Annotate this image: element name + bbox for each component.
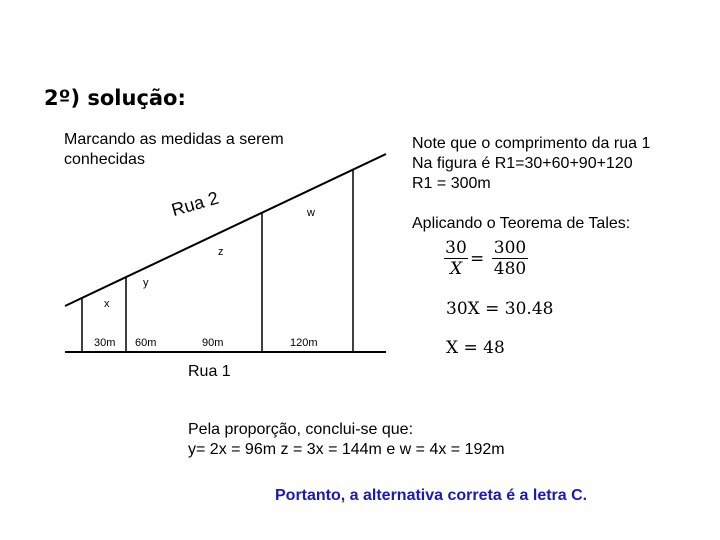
left-caption-line-2: conhecidas [64,151,145,168]
segment-label-120m: 120m [290,337,318,349]
fraction-1-numerator: 30 [445,238,467,258]
fraction-1 [444,238,468,279]
segment-label-90m: 90m [202,337,224,349]
equation-step-2: 30X = 30.48 [446,299,554,319]
fraction-1-denominator: X [444,258,468,279]
right-note-line-3: R1 = 300m [412,175,491,192]
fraction-2-denominator: 480 [493,259,527,279]
tales-heading: Aplicando o Teorema de Tales: [412,215,631,232]
proportion-line-1: Pela proporção, conclui-se que: [188,421,414,438]
street-2-label: Rua 2 [169,187,221,221]
segment-label-30m: 30m [94,337,116,349]
height-label-w: w [307,207,315,219]
right-note-line-1: Note que o comprimento da rua 1 [412,135,651,152]
left-caption-line-1: Marcando as medidas a serem [64,131,284,148]
proportion-line-2: y= 2x = 96m z = 3x = 144m e w = 4x = 192m [188,441,505,458]
fraction-2 [492,238,528,279]
street-2-line [65,154,386,306]
height-label-x: x [104,298,110,310]
fraction-2-numerator: 300 [493,238,527,258]
conclusion-text: Portanto, a alternativa correta é a letra C. [275,487,588,504]
street-1-label: Rua 1 [188,363,231,380]
equals-sign: = [470,249,485,269]
height-label-y: y [143,277,149,289]
segment-label-60m: 60m [135,337,157,349]
right-note-line-2: Na figura é R1=30+60+90+120 [412,155,633,172]
equation-step-3: X = 48 [446,338,505,358]
proportion-text [188,420,505,460]
slide-title: 2º) solução: [44,86,186,110]
height-label-z: z [218,246,224,258]
